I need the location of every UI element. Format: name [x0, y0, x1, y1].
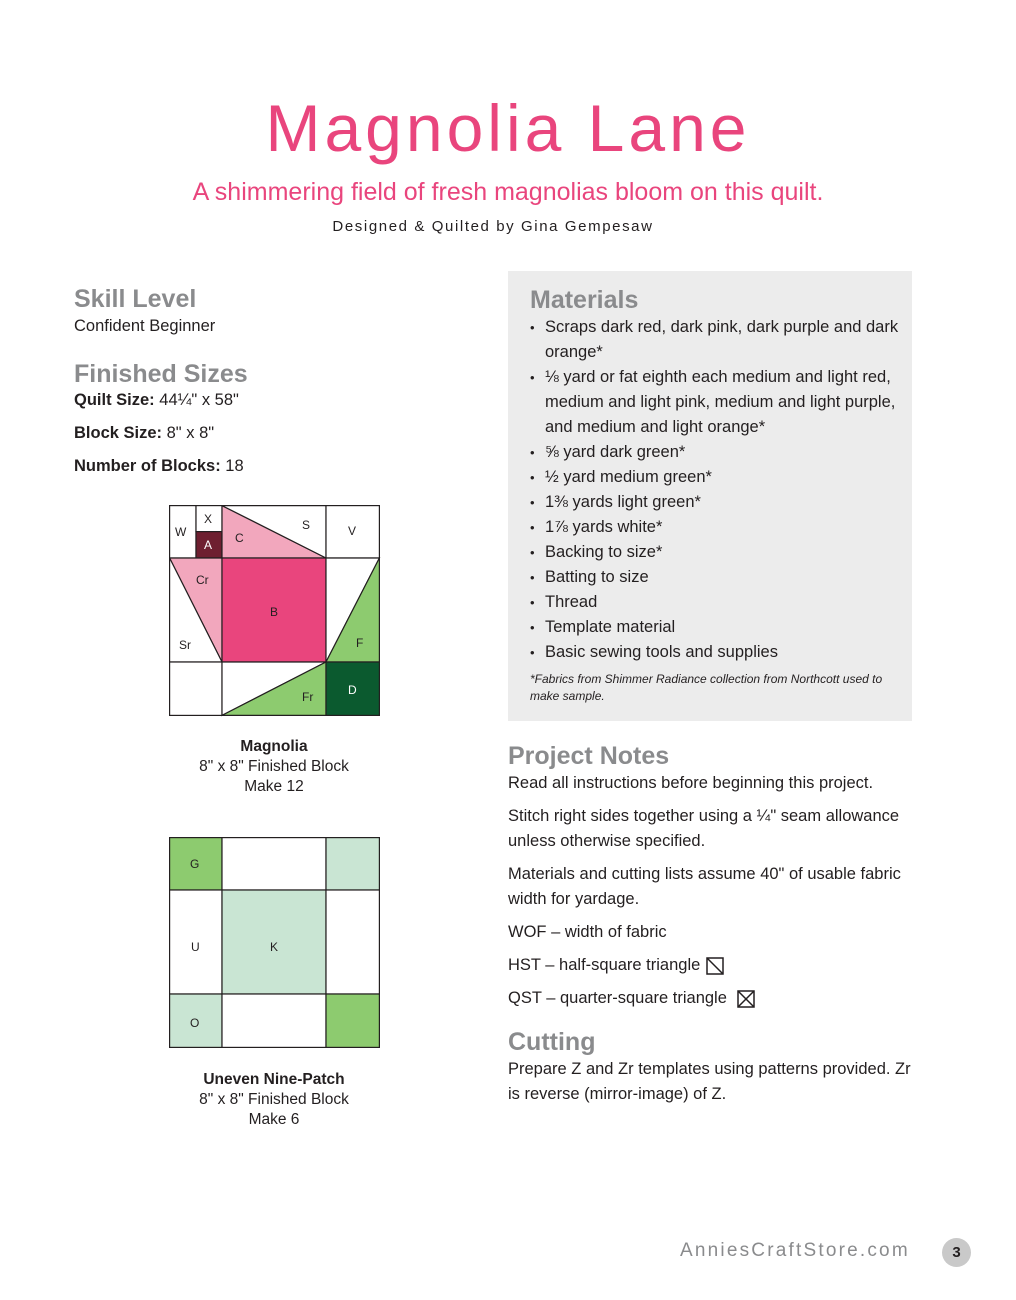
np-top: [222, 838, 326, 890]
nine-patch-block-size: 8" x 8" Finished Block: [199, 1091, 349, 1108]
note-read-instructions: Read all instructions before beginning this project.: [508, 774, 874, 792]
magnolia-block-size: 8" x 8" Finished Block: [199, 758, 349, 775]
np-label-u: U: [191, 940, 200, 954]
magnolia-block-diagram: [169, 505, 381, 717]
list-item: • Thread: [530, 590, 902, 615]
np-right: [326, 890, 379, 994]
label-b: B: [270, 605, 279, 619]
list-item: • 1⅞ yards white*: [530, 515, 902, 540]
block-size-label: Block Size:: [74, 424, 163, 442]
number-of-blocks: [74, 455, 474, 477]
block-size-value: 8" x 8": [166, 424, 215, 442]
list-item: • ⅝ yard dark green*: [530, 440, 902, 465]
nine-patch-diagram: [169, 837, 381, 1049]
np-tr: [326, 838, 379, 890]
label-a: A: [204, 538, 213, 552]
project-notes-heading: Project Notes: [508, 742, 670, 770]
label-s: S: [302, 518, 311, 532]
note-fabric-width: Materials and cutting lists assume 40" of usable fabric width for yardage.: [508, 865, 901, 908]
qst-icon: [737, 990, 755, 1008]
right-column: [508, 741, 918, 1115]
page-subtitle: A shimmering field of fresh magnolias bloom on this quilt.: [192, 178, 824, 206]
label-v: V: [348, 524, 357, 538]
label-w: W: [175, 525, 187, 539]
number-of-blocks-label: Number of Blocks:: [74, 457, 221, 475]
label-d: D: [348, 683, 357, 697]
left-column: [74, 284, 474, 488]
label-cr: Cr: [196, 573, 209, 587]
materials-footnote: *Fabrics from Shimmer Radiance collection from Northcott used to make sample.: [530, 672, 883, 703]
cutting-heading: Cutting: [508, 1028, 596, 1056]
footer-url: AnniesCraftStore.com: [680, 1240, 910, 1261]
list-item: • Backing to size*: [530, 540, 902, 565]
skill-level-value: Confident Beginner: [74, 317, 216, 335]
list-item: • Template material: [530, 615, 902, 640]
nine-patch-block-name: Uneven Nine-Patch: [203, 1071, 345, 1088]
nine-patch-caption: [144, 1070, 404, 1130]
label-fr: Fr: [302, 690, 314, 704]
quilt-size-value: 44¼" x 58": [159, 391, 239, 409]
quilt-size: [74, 389, 474, 411]
list-item: • 1⅜ yards light green*: [530, 490, 902, 515]
np-label-o: O: [190, 1016, 200, 1030]
magnolia-block-name: Magnolia: [240, 738, 308, 755]
note-wof: WOF – width of fabric: [508, 923, 667, 941]
np-br: [326, 994, 379, 1047]
page-number-badge: 3: [942, 1238, 971, 1267]
materials-box: [508, 271, 912, 721]
list-item: • Basic sewing tools and supplies: [530, 640, 902, 665]
hst-icon: [706, 957, 724, 975]
np-label-k: K: [270, 940, 279, 954]
magnolia-caption: [144, 737, 404, 797]
number-of-blocks-value: 18: [225, 457, 244, 475]
qst-text: QST – quarter-square triangle: [508, 989, 727, 1007]
list-item: • Batting to size: [530, 565, 902, 590]
np-bottom: [222, 994, 326, 1047]
label-sr: Sr: [179, 638, 191, 652]
quilt-size-label: Quilt Size:: [74, 391, 155, 409]
np-label-g: G: [190, 857, 200, 871]
designer-credit: Designed & Quilted by Gina Gempesaw: [332, 218, 654, 235]
materials-list: [530, 315, 902, 665]
block-size: [74, 422, 474, 444]
cutting-text: Prepare Z and Zr templates using patterns provided. Zr is reverse (mirror-image) of Z.: [508, 1060, 911, 1103]
patch-bl: [170, 662, 222, 715]
materials-heading: Materials: [530, 286, 639, 314]
hst-text: HST – half-square triangle: [508, 956, 701, 974]
label-c: C: [235, 531, 244, 545]
label-f: F: [356, 636, 364, 650]
finished-sizes-heading: Finished Sizes: [74, 360, 248, 388]
note-seam-allowance: Stitch right sides together using a ¼" seam allowance unless otherwise specified.: [508, 807, 900, 850]
nine-patch-block-make: Make 6: [248, 1111, 300, 1128]
skill-level-heading: Skill Level: [74, 285, 197, 313]
list-item: • ⅛ yard or fat eighth each medium and light red, medium and light pink, medium and light purple, and medium and light orange*: [530, 365, 902, 440]
list-item: • ½ yard medium green*: [530, 465, 902, 490]
label-x: X: [204, 512, 213, 526]
list-item: • Scraps dark red, dark pink, dark purple and dark orange*: [530, 315, 902, 365]
note-qst: [508, 986, 918, 1011]
magnolia-block-make: Make 12: [244, 778, 304, 795]
page-title: Magnolia Lane: [265, 91, 751, 165]
note-hst: [508, 953, 918, 978]
